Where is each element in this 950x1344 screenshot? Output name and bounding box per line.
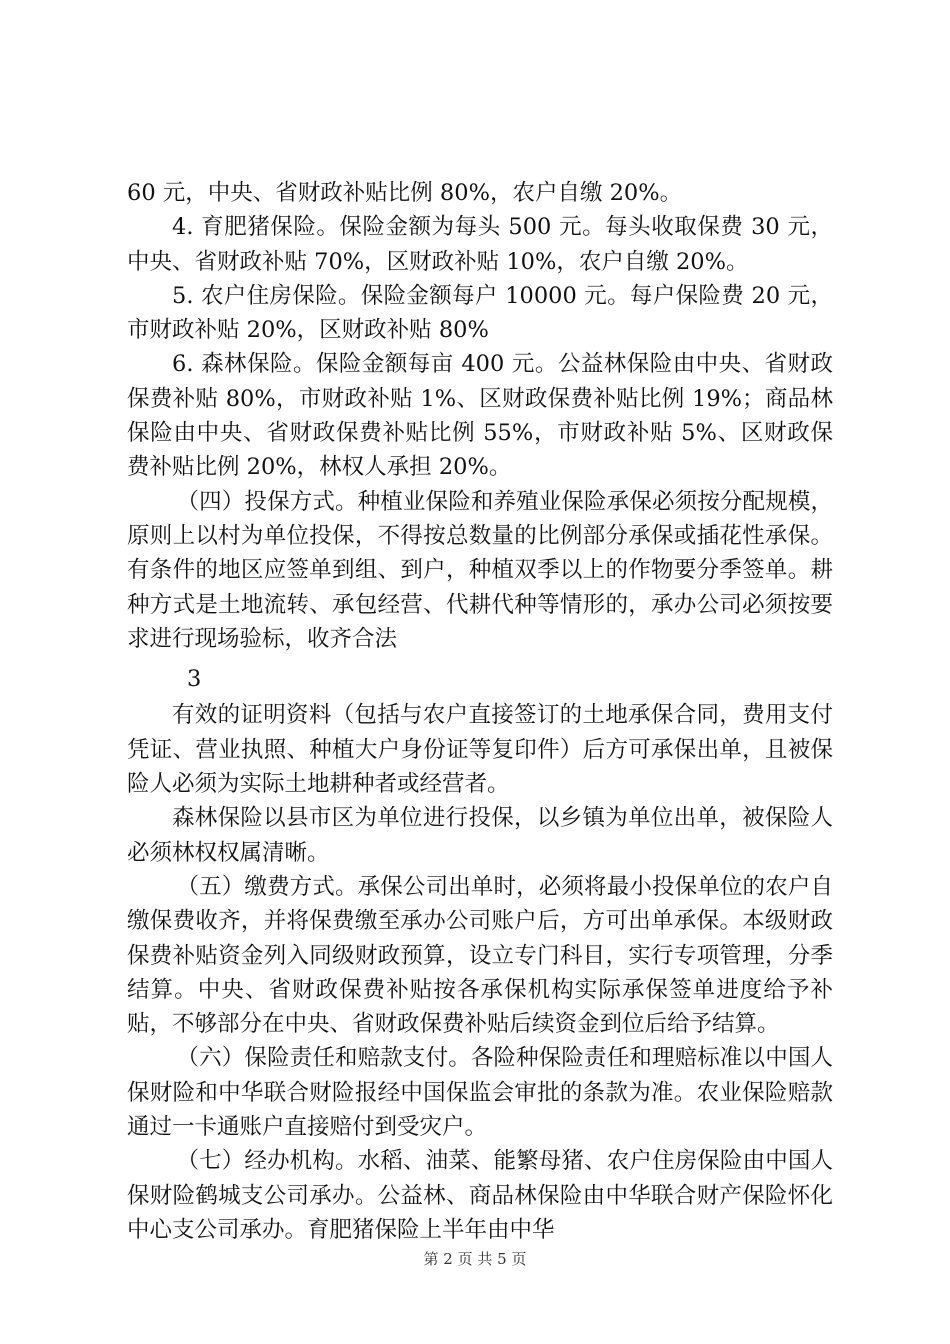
document-body	[127, 176, 833, 1247]
paragraph-forest-enrollment: 森林保险以县市区为单位进行投保，以乡镇为单位出单，被保险人必须林权权属清晰。	[127, 805, 833, 866]
paragraph-handling-agencies: （七）经办机构。水稻、油菜、能繁母猪、农户住房保险由中国人保财险鹤城支公司承办。公益林、商品林保险由中华联合财产保险怀化中心支公司承办。育肥猪保险上半年由中华	[127, 1148, 833, 1243]
paragraph-housing-insurance: 5. 农户住房保险。保险金额每户 10000 元。每户保险费 20 元，市财政补贴 20%，区财政补贴 80%	[127, 282, 833, 344]
paragraph-liability-claims: （六）保险责任和赔款支付。各险种保险责任和理赔标准以中国人保财险和中华联合财险报经中国保监会审批的条款为准。农业保险赔款通过一卡通账户直接赔付到受灾户。	[127, 1045, 833, 1141]
paragraph-forest-insurance: 6. 森林保险。保险金额每亩 400 元。公益林保险由中央、省财政保费补贴 80%，市财政补贴 1%、区财政保费补贴比例 19%；商品林保险由中央、省财政保费补贴比例 55%，市财政补贴 5%、区财政保费补贴比例 20%，林权人承担 20%。	[127, 351, 833, 481]
paragraph-insurance-method: （四）投保方式。种植业保险和养殖业保险承保必须按分配规模，原则上以村为单位投保，不得按总数量的比例部分承保或插花性承保。有条件的地区应签单到组、到户，种植双季以上的作物要分季签单。耕种方式是土地流转、承包经营、代耕代种等情形的，承办公司必须按要求进行现场验标，收齐合法	[127, 488, 833, 652]
inline-page-number: 3	[187, 666, 202, 693]
paragraph-continuation: 60 元，中央、省财政补贴比例 80%，农户自缴 20%。	[127, 180, 683, 206]
paragraph-valid-documents: 有效的证明资料（包括与农户直接签订的土地承保合同，费用支付凭证、营业执照、种植大户身份证等复印件）后方可承保出单，且被保险人必须为实际土地耕种者或经营者。	[127, 702, 833, 798]
paragraph-fattening-pig-insurance: 4. 育肥猪保险。保险金额为每头 500 元。每头收取保费 30 元，中央、省财政补贴 70%，区财政补贴 10%，农户自缴 20%。	[127, 214, 833, 275]
paragraph-payment-method: （五）缴费方式。承保公司出单时，必须将最小投保单位的农户自缴保费收齐，并将保费缴至承办公司账户后，方可出单承保。本级财政保费补贴资金列入同级财政预算，设立专门科目，实行专项管理，分季结算。中央、省财政保费补贴按各承保机构实际承保签单进度给予补贴，不够部分在中央、省财政保费补贴后续资金到位后给予结算。	[127, 873, 833, 1038]
page-footer: 第 2 页 共 5 页	[423, 1250, 527, 1268]
